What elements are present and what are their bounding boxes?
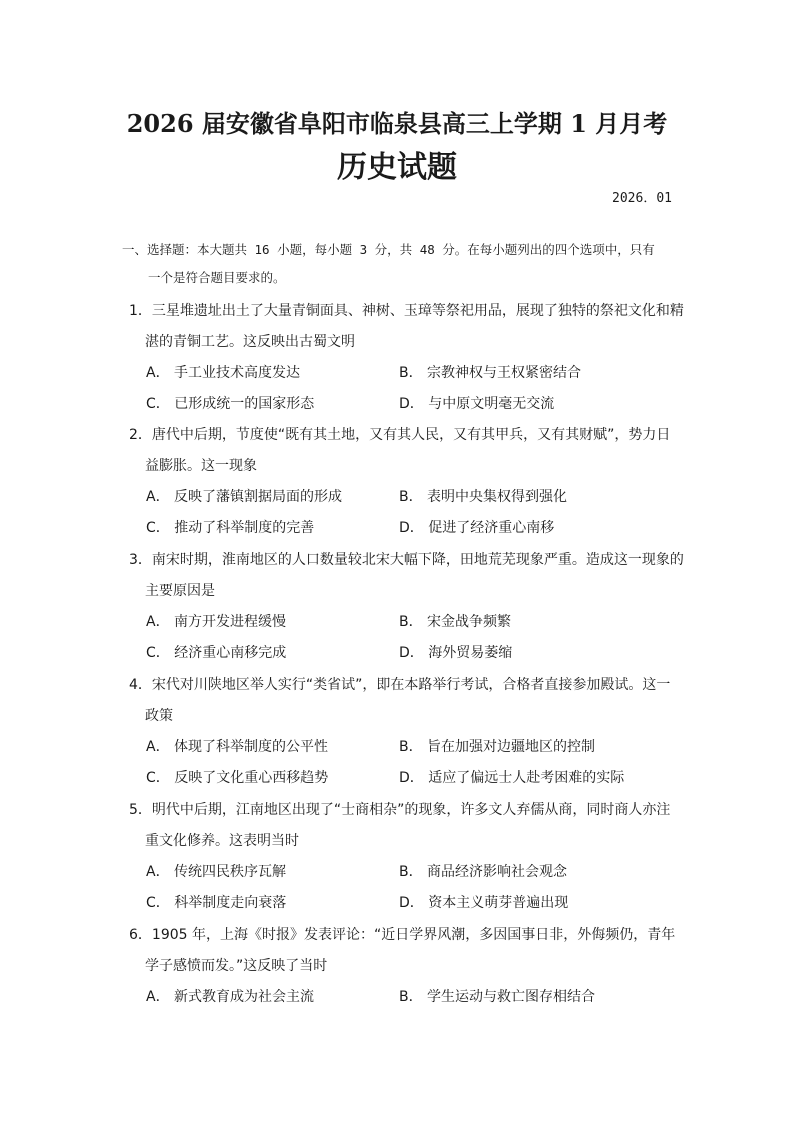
exam-title: 2026 届安徽省阜阳市临泉县高三上学期 1 月月考 — [126, 109, 668, 138]
question-2-stem: 2．唐代中后期，节度使“既有其土地，又有其人民，又有其甲兵，又有其财赋”，势力日 — [129, 427, 671, 443]
question-1-option-d: D． 与中原文明毫无交流 — [399, 396, 555, 412]
question-3-option-b: B． 宋金战争频繁 — [399, 614, 512, 630]
question-3-option-d: D． 海外贸易萎缩 — [399, 645, 513, 661]
question-3-stem-cont: 主要原因是 — [145, 583, 215, 599]
question-5-option-c: C． 科举制度走向衰落 — [146, 895, 287, 911]
question-2-option-a: A． 反映了藩镇割据局面的形成 — [146, 489, 343, 505]
question-3-stem: 3．南宋时期，淮南地区的人口数量较北宋大幅下降，田地荒芜现象严重。造成这一现象的 — [129, 552, 684, 568]
question-1-option-c: C． 已形成统一的国家形态 — [146, 396, 315, 412]
question-6-option-a: A． 新式教育成为社会主流 — [146, 989, 315, 1005]
question-4-option-c: C． 反映了文化重心西移趋势 — [146, 770, 329, 786]
question-3-option-c: C． 经济重心南移完成 — [146, 645, 287, 661]
question-4-option-d: D． 适应了偏远士人赴考困难的实际 — [399, 770, 625, 786]
question-2-option-c: C． 推动了科举制度的完善 — [146, 520, 315, 536]
question-6-stem: 6．1905 年，上海《时报》发表评论：“近日学界风潮，多因国事日非，外侮频仍，青年 — [129, 927, 676, 943]
question-1-stem: 1．三星堆遗址出土了大量青铜面具、神树、玉璋等祭祀用品，展现了独特的祭祀文化和精 — [129, 303, 684, 319]
question-4-stem: 4．宋代对川陕地区举人实行“类省试”，即在本路举行考试，合格者直接参加殿试。这一 — [129, 677, 671, 693]
question-5-option-b: B． 商品经济影响社会观念 — [399, 864, 568, 880]
question-4-option-a: A． 体现了科举制度的公平性 — [146, 739, 329, 755]
question-2-stem-cont: 益膨胀。这一现象 — [145, 458, 257, 474]
question-1-option-a: A． 手工业技术高度发达 — [146, 365, 301, 381]
question-5-stem: 5．明代中后期，江南地区出现了“士商相杂”的现象，许多文人弃儒从商，同时商人亦注 — [129, 802, 671, 818]
instruction-line-2: 一个是符合题目要求的。 — [148, 270, 286, 285]
question-5-option-a: A． 传统四民秩序瓦解 — [146, 864, 287, 880]
question-6-option-b: B． 学生运动与救亡图存相结合 — [399, 989, 596, 1005]
question-4-stem-cont: 政策 — [145, 708, 173, 724]
question-1-stem-cont: 湛的青铜工艺。这反映出古蜀文明 — [145, 334, 355, 350]
question-2-option-d: D． 促进了经济重心南移 — [399, 520, 555, 536]
question-5-stem-cont: 重文化修养。这表明当时 — [145, 833, 299, 849]
question-3-option-a: A． 南方开发进程缓慢 — [146, 614, 287, 630]
question-4-option-b: B． 旨在加强对边疆地区的控制 — [399, 739, 596, 755]
instruction-line-1: 一、选择题：本大题共 16 小题，每小题 3 分，共 48 分。在每小题列出的四个选项中，只有 — [122, 242, 655, 257]
question-2-option-b: B． 表明中央集权得到强化 — [399, 489, 568, 505]
question-1-option-b: B． 宗教神权与王权紧密结合 — [399, 365, 582, 381]
exam-date: 2026．01 — [612, 191, 672, 206]
question-6-stem-cont: 学子感愤而发。”这反映了当时 — [145, 958, 328, 974]
question-5-option-d: D． 资本主义萌芽普遍出现 — [399, 895, 569, 911]
exam-subtitle: 历史试题 — [337, 150, 457, 185]
